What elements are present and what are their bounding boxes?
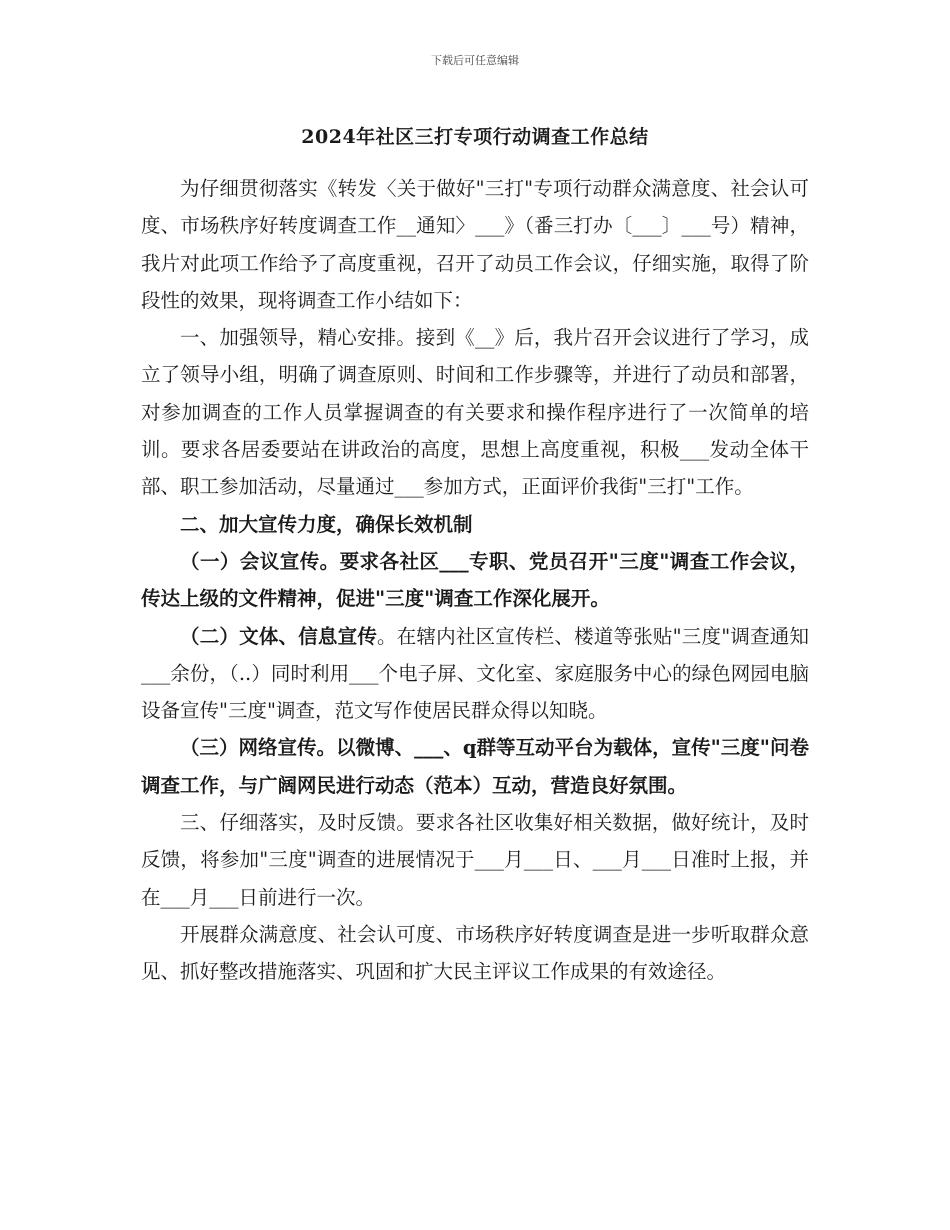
paragraph-section-1: 一、加强领导，精心安排。接到《__》后，我片召开会议进行了学习，成立了领导小组，明确了调查原则、时间和工作步骤等，并进行了动员和部署，对参加调查的工作人员掌握调查的有关要求和操作程序进行了一次简单的培训。要求各居委要站在讲政治的高度，思想上高度重视，积极___发动全体干部、职工参加活动，尽量通过___参加方式，正面评价我街"三打"工作。 xyxy=(141,326,809,499)
paragraph-section-3: 三、仔细落实，及时反馈。要求各社区收集好相关数据，做好统计，及时反馈，将参加"三度"调查的进展情况于___月___日、___月___日准时上报，并在___月___日前进行一次。 xyxy=(141,811,809,909)
page-header: 下载后可任意编辑 xyxy=(431,54,519,67)
paragraph-conclusion: 开展群众满意度、社会认可度、市场秩序好转度调查是进一步听取群众意见、抓好整改措施落实、巩固和扩大民主评议工作成果的有效途径。 xyxy=(141,922,809,984)
document-title: 2024年社区三打专项行动调查工作总结 xyxy=(301,126,649,148)
culture-publicity-text: 。在辖内社区宣传栏、楼道等张贴"三度"调查通知___余份，（..）同时利用___个电子屏、文化室、家庭服务中心的绿色网园电脑设备宣传"三度"调查，范文写作使居民群众得以知晓。 xyxy=(141,624,809,723)
heading-section-2: 二、加大宣传力度，确保长效机制 xyxy=(180,512,473,536)
paragraph-intro: 为仔细贯彻落实《转发〈关于做好"三打"专项行动群众满意度、社会认可度、市场秩序好转度调查工作__通知〉___》（番三打办〔___〕___号）精神，我片对此项工作给予了高度重视，召开了动员工作会议，仔细实施，取得了阶段性的效果，现将调查工作小结如下： xyxy=(141,177,809,312)
culture-publicity-heading: （二）文体、信息宣传 xyxy=(180,624,378,648)
paragraph-meeting-publicity: （一）会议宣传。要求各社区___专职、党员召开"三度"调查工作会议，传达上级的文件精神，促进"三度"调查工作深化展开。 xyxy=(141,549,809,611)
paragraph-network-publicity: （三）网络宣传。以微博、___、q群等互动平台为载体，宣传"三度"问卷调查工作，与广阔网民进行动态（范本）互动，营造良好氛围。 xyxy=(141,736,809,797)
document-body xyxy=(141,170,809,991)
paragraph-culture-publicity xyxy=(141,618,809,730)
